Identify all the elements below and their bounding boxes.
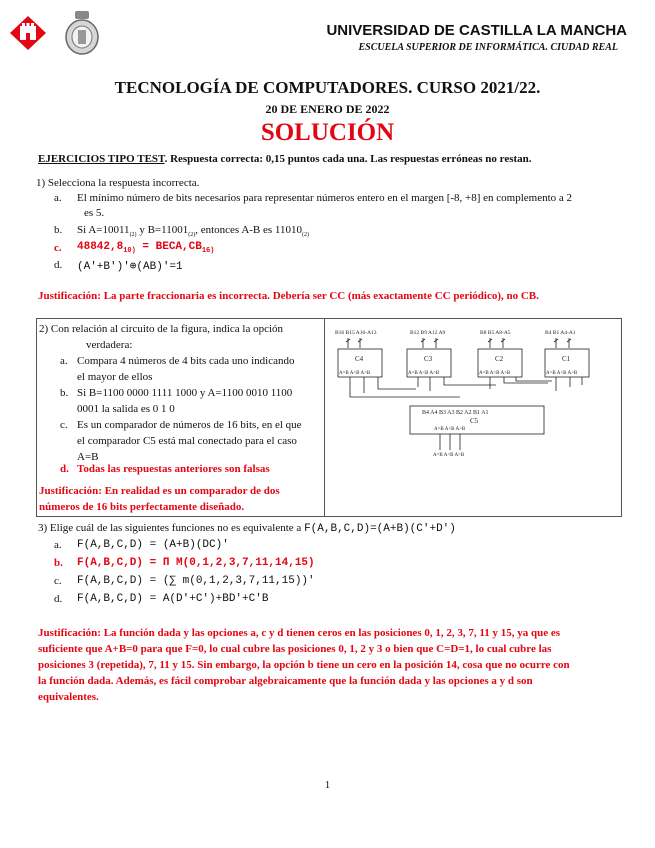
- school-seal-logo-icon: [62, 10, 102, 56]
- c2-input-label: B8 B5 A8-A5: [480, 330, 511, 336]
- c3-label: C3: [424, 355, 433, 363]
- q1-b-sub: (2): [302, 232, 310, 239]
- q2-option-b-letter: b.: [60, 387, 69, 399]
- q1-option-a-text1: El mínimo número de bits necesarios para representar números entero en el margen [-8, +8] en complemento a 2: [77, 192, 573, 204]
- q2-option-c-text1: Es un comparador de números de 16 bits, en el que: [77, 419, 302, 431]
- university-name: UNIVERSIDAD DE CASTILLA LA MANCHA: [326, 22, 627, 39]
- q2-option-b-text2: 0001 la salida es 0 1 0: [77, 403, 175, 415]
- q3-option-c-letter: c.: [54, 575, 62, 587]
- q2-option-d-letter: d.: [60, 463, 69, 475]
- instructions-text: . Respuesta correcta: 0,15 puntos cada una. Las respuestas erróneas no restan.: [164, 153, 532, 165]
- q3-option-b-text: F(A,B,C,D) = Π M(0,1,2,3,7,11,14,15): [77, 557, 315, 569]
- q3-stem: [38, 522, 456, 535]
- c5-inputs-label: B4 A4 B3 A3 B2 A2 B1 A1: [422, 410, 489, 416]
- uclm-castle-logo-icon: [8, 14, 48, 52]
- instructions-label: EJERCICIOS TIPO TEST: [38, 153, 165, 165]
- q3-option-d-text: F(A,B,C,D) = A(D'+C')+BD'+C'B: [77, 593, 269, 605]
- q1-b-part: Si A=10011: [77, 224, 130, 236]
- exam-date: 20 DE ENERO DE 2022: [265, 102, 390, 116]
- q3-option-b-letter: b.: [54, 557, 63, 569]
- c4-outputs: A=B A<B A>B: [339, 371, 371, 376]
- q3-stem-text: 3) Elige cuál de las siguientes funciones no es equivalente a: [38, 522, 305, 534]
- school-name: ESCUELA SUPERIOR DE INFORMÁTICA. CIUDAD REAL: [358, 42, 618, 53]
- instructions: [38, 153, 532, 165]
- q1-option-d-text: (A'+B')'⊕(AB)'=1: [77, 261, 183, 273]
- c1-label: C1: [562, 355, 571, 363]
- c5-outputs: A=B A<B A>B: [434, 427, 466, 432]
- c4-label: C4: [355, 355, 364, 363]
- q1-option-b-text: [77, 224, 309, 238]
- q3-option-a-letter: a.: [54, 539, 62, 551]
- c3-outputs: A=B A<B A>B: [408, 371, 440, 376]
- q3-justification-line1: Justificación: La función dada y las opciones a, c y d tienen ceros en las posiciones 0, 1, 2, 3, 7, 11 y 15, ya que es: [38, 627, 561, 639]
- c1-outputs: A=B A<B A>B: [546, 371, 578, 376]
- q1-option-a-letter: a.: [54, 192, 62, 204]
- final-outputs: A=B A<B A>B: [433, 453, 465, 458]
- q1-option-d-letter: d.: [54, 259, 63, 271]
- course-title: TECNOLOGÍA DE COMPUTADORES. CURSO 2021/22.: [114, 78, 541, 97]
- c4-input-label: B16 B15 A16-A13: [335, 330, 377, 336]
- q1-option-a-text2: es 5.: [84, 207, 105, 219]
- q1-option-b-letter: b.: [54, 224, 63, 236]
- q1-justification: Justificación: La parte fraccionaria es incorrecta. Debería ser CC (más exactamente CC periódico), no CB.: [38, 290, 539, 302]
- q2-divider: [324, 318, 325, 516]
- q1-b-part: , entonces A-B es 11010: [195, 224, 303, 236]
- q2-option-c-letter: c.: [60, 419, 68, 431]
- c2-outputs: A=B A<B A>B: [479, 371, 511, 376]
- comparator-circuit-diagram: [330, 322, 615, 462]
- q1-b-sub: (2): [129, 232, 137, 239]
- solution-heading: SOLUCIÓN: [260, 119, 395, 146]
- c2-label: C2: [495, 355, 504, 363]
- q2-option-b-text1: Si B=1100 0000 1111 1000 y A=1100 0010 1100: [77, 387, 293, 399]
- q3-stem-function: F(A,B,C,D)=(A+B)(C'+D'): [304, 523, 456, 535]
- q1-b-sub: (2): [188, 232, 196, 239]
- q3-option-d-letter: d.: [54, 593, 63, 605]
- q2-option-a-text2: el mayor de ellos: [77, 371, 153, 383]
- q1-option-c-letter: c.: [54, 242, 62, 254]
- c5-label: C5: [470, 417, 479, 425]
- q1-c-sub: 10): [123, 247, 136, 256]
- q2-option-d-text: Todas las respuestas anteriores son falsas: [77, 463, 270, 475]
- c3-input-label: B12 B9 A12 A9: [410, 330, 446, 336]
- q2-justification-line2: números de 16 bits perfectamente diseñado.: [39, 501, 245, 513]
- q1-c-sub: 16): [201, 247, 215, 256]
- q1-option-c-text: [77, 241, 214, 255]
- q3-justification-line4: la función dada. Además, es fácil comprobar algebraicamente que la función dada y las opciones a y d son: [38, 675, 533, 687]
- q1-b-part: y B=11001: [136, 224, 189, 236]
- q2-option-a-letter: a.: [60, 355, 68, 367]
- q1-c-part: = BECA,CB: [135, 241, 202, 253]
- q2-stem-line2: verdadera:: [86, 339, 133, 351]
- q3-justification-line5: equivalentes.: [38, 691, 99, 703]
- q3-justification-line2: suficiente que A+B=0 para que F=0, lo cual cubre las posiciones 0, 1, 2 y 3 o bien que C=D=1, lo cual cubre las: [38, 643, 552, 655]
- page-number: 1: [324, 779, 331, 791]
- q3-option-c-text: F(A,B,C,D) = (∑ m(0,1,2,3,7,11,15))': [77, 575, 315, 587]
- q3-justification-line3: posiciones 3 (repetida), 7, 11 y 15. Sin embargo, la opción b tiene un cero en la posición 14, cosa que no ocurre con: [38, 659, 570, 671]
- q3-option-a-text: F(A,B,C,D) = (A+B)(DC)': [77, 539, 229, 551]
- q2-justification-line1: Justificación: En realidad es un comparador de dos: [39, 485, 280, 497]
- q2-option-c-text2: el comparador C5 está mal conectado para el caso: [77, 435, 297, 447]
- q1-stem: 1) Selecciona la respuesta incorrecta.: [36, 177, 200, 189]
- q2-stem-line1: 2) Con relación al circuito de la figura, indica la opción: [39, 323, 284, 335]
- q1-c-part: 48842,8: [77, 241, 124, 253]
- q2-option-a-text1: Compara 4 números de 4 bits cada uno indicando: [77, 355, 295, 367]
- q2-option-c-text3: A=B: [77, 451, 99, 463]
- c1-input-label: B4 B1 A4-A1: [545, 330, 576, 336]
